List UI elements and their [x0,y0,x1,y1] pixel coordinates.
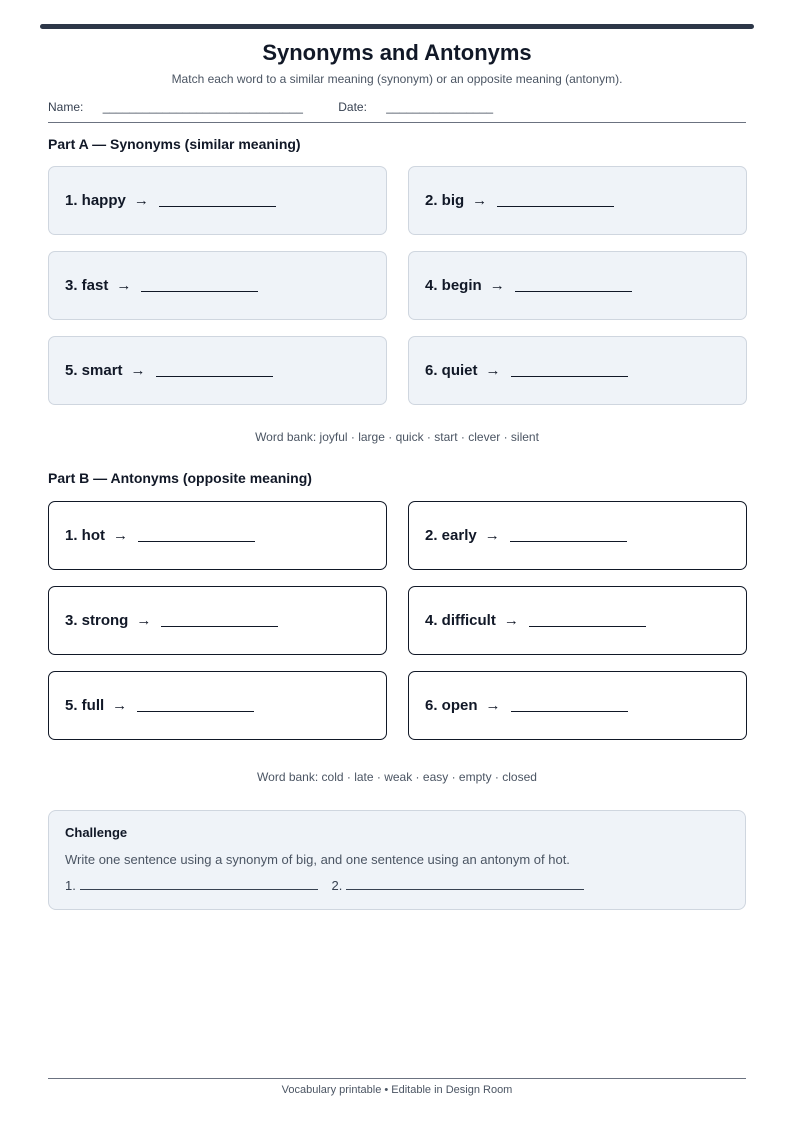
answer-blank[interactable] [156,364,273,377]
top-accent-bar [40,24,754,29]
name-blank: ______________________________ [102,100,303,114]
answer-blank[interactable] [141,279,258,292]
answer-blank[interactable] [511,364,628,377]
name-label: Name: [48,100,84,114]
synonym-word: 4. begin [425,277,482,294]
arrow-icon: → [503,612,519,629]
answer-blank[interactable] [511,699,628,712]
page-title: Synonyms and Antonyms [262,40,532,65]
synonym-word: 1. happy [65,192,126,209]
arrow-icon: → [136,612,152,629]
antonym-item-2[interactable] [408,501,747,570]
part-a-heading: Part A — Synonyms (similar meaning) [48,136,301,152]
antonym-item-5[interactable] [48,671,387,740]
footer-text: Vocabulary printable • Editable in Design Room [281,1084,513,1096]
challenge-answer-lines [65,877,729,893]
synonym-word: 2. big [425,192,465,209]
header-divider [48,122,746,123]
arrow-icon: → [484,527,500,544]
date-label: Date: [338,100,367,114]
answer-blank[interactable] [138,529,255,542]
antonym-word: 5. full [65,697,105,714]
antonym-item-3[interactable] [48,586,387,655]
arrow-icon: → [116,277,132,294]
answer-blank[interactable] [515,279,632,292]
footer-divider [48,1078,746,1079]
date-blank: ________________ [386,100,494,114]
answer-blank[interactable] [159,194,276,207]
arrow-icon: → [112,697,128,714]
answer-line-2-label: 2. [331,878,343,893]
answer-blank[interactable] [510,529,627,542]
answer-line-1-label: 1. [65,878,76,893]
synonym-item-5[interactable] [48,336,387,405]
arrow-icon: → [489,277,505,294]
challenge-box [48,810,746,910]
part-b-word-bank: Word bank: cold · late · weak · easy · empty · closed [257,770,537,784]
page-subtitle: Match each word to a similar meaning (synonym) or an opposite meaning (antonym). [171,72,623,86]
answer-blank[interactable] [137,699,254,712]
antonym-item-1[interactable] [48,501,387,570]
answer-line-1[interactable] [80,877,318,890]
arrow-icon: → [130,362,146,379]
arrow-icon: → [113,527,128,544]
synonym-item-4[interactable] [408,251,747,320]
arrow-icon: → [485,697,501,714]
synonym-item-2[interactable] [408,166,747,235]
antonym-item-4[interactable] [408,586,747,655]
synonym-item-3[interactable] [48,251,387,320]
answer-line-2[interactable] [346,877,584,890]
student-info-row [48,100,525,114]
date-field[interactable] [338,100,509,114]
answer-blank[interactable] [497,194,614,207]
arrow-icon: → [472,192,488,209]
answer-blank[interactable] [529,614,646,627]
antonym-word: 6. open [425,697,478,714]
answer-blank[interactable] [161,614,278,627]
synonym-word: 3. fast [65,277,109,294]
antonym-item-6[interactable] [408,671,747,740]
challenge-title: Challenge [65,825,128,840]
arrow-icon: → [485,362,501,379]
arrow-icon: → [133,192,149,209]
antonym-word: 2. early [425,527,477,544]
part-a-word-bank: Word bank: joyful · large · quick · start · clever · silent [255,430,539,444]
antonym-word: 4. difficult [425,612,496,629]
name-field[interactable] [48,100,319,114]
challenge-instructions: Write one sentence using a synonym of big, and one sentence using an antonym of hot. [65,852,570,867]
synonym-word: 6. quiet [425,362,478,379]
part-b-heading: Part B — Antonyms (opposite meaning) [48,470,312,486]
antonym-word: 3. strong [65,612,129,629]
synonym-item-6[interactable] [408,336,747,405]
synonym-item-1[interactable] [48,166,387,235]
synonym-word: 5. smart [65,362,123,379]
antonym-word: 1. hot [65,527,105,544]
